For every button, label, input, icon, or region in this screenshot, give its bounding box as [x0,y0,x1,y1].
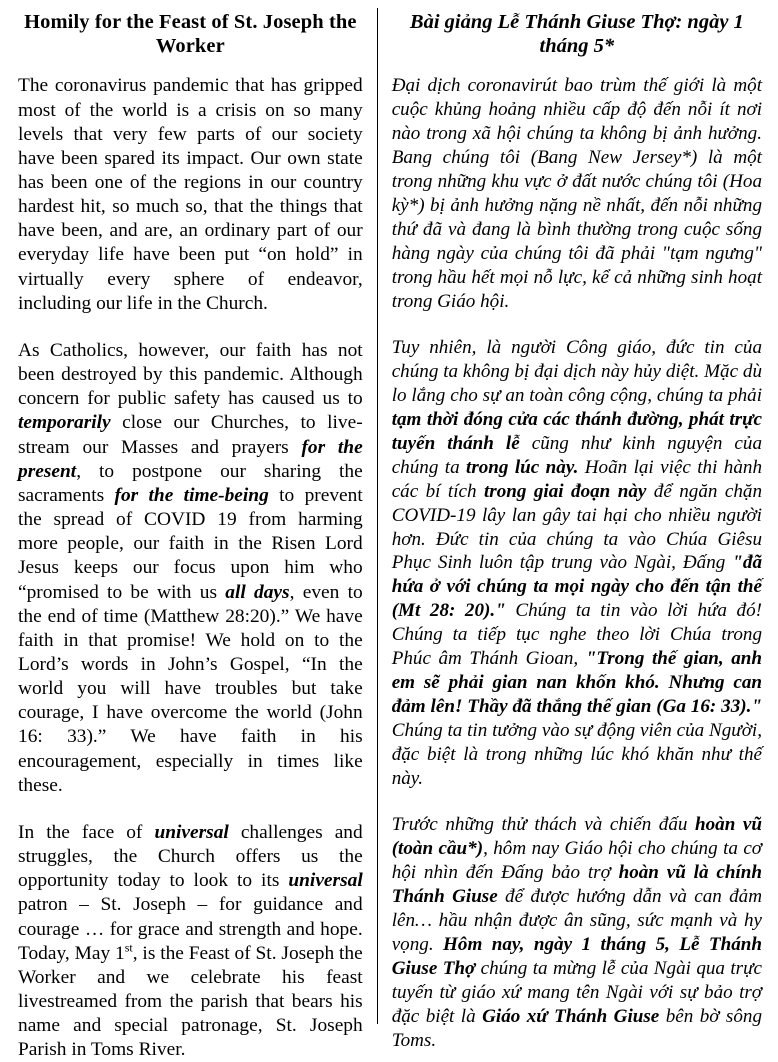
text-run: all days [225,581,290,603]
text-run: , to postpone our sharing the sacraments [18,460,363,506]
text-run: tạm thời đóng cửa các thánh đường, phát trực tuyến thánh lễ [391,408,762,454]
text-run: trong lúc này. [466,456,579,478]
text-run: , is the Feast of St. Joseph the Worker and we celebrate his feast livestreamed from the parish that bears his name and special patronage, St. Joseph Parish in Toms River. [18,942,363,1061]
text-run: The coronavirus pandemic that has gripped most of the world is a crisis on so many levels that very few parts of our society have been spared its impact. Our own state has been one of the regions in our country hardest hit, so much so, that the things that have been, and are, an ordinary part of our everyday life have been put “on hold” in virtually every sphere of endeavor, including our life in the Church. [18,75,363,314]
text-run: Đại dịch coronavirút bao trùm thế giới là một cuộc khủng hoảng nhiều cấp độ đến nỗi ít nơi nào trong xã hội chúng ta không bị ảnh hưởng. Bang chúng tôi (Bang New Jersey*) là một trong những khu vực ở đất nước chúng tôi (Hoa kỳ*) bị ảnh hưởng nặng nề nhất, đến nỗi những thứ đã và đang là bình thường trong cuộc sống hàng ngày của chúng tôi đã phải "tạm ngưng" trong hầu hết mọi nỗ lực, kể cả những sinh hoạt trong Giáo hội. [391,75,762,312]
text-run: temporarily [18,412,111,434]
text-run: patron – St. Joseph – for guidance and courage … for grace and strength and hope. Today, May 1 [18,894,363,964]
text-run: Hôm nay, ngày 1 tháng 5, Lễ Thánh Giuse Thợ [391,933,762,979]
text-run: Tuy nhiên, là người Công giáo, đức tin của chúng ta không bị đại dịch này hủy diệt. Mặc dù lo lắng cho sự an toàn công cộng, chúng ta phải [391,336,762,406]
text-run: "Trong thế gian, anh em sẽ phải gian nan khốn khó. Nhưng can đảm lên! Thầy đã thắng thế gian (Ga 16: 33)." [391,648,762,718]
text-run: Chúng ta tin tưởng vào sự động viên của Người, đặc biệt là trong những lúc khó khăn như thế này. [391,720,762,790]
text-run: challenges and struggles, the Church offers us the opportunity today to look to its [18,821,363,892]
two-column-layout [10,8,768,1061]
text-run: universal [288,870,363,892]
text-run: to prevent the spread of COVID 19 from harming more people, our faith in the Risen Lord Jesus keeps our focus upon him who “promised to be with us [18,484,363,603]
paragraph [392,336,762,791]
text-run: Trước những thử thách và chiến đấu [391,814,695,836]
text-run: for the time-being [114,484,269,506]
vietnamese-title: Bài giảng Lễ Thánh Giuse Thợ: ngày 1 tháng 5* [409,11,744,58]
text-run: để được hướng dẫn và can đảm lên… hầu nhận được ân sũng, sức mạnh và hy vọng. [391,885,762,955]
text-run: Hoãn lại việc thi hành các bí tích [391,456,762,502]
text-run: , hôm nay Giáo hội cho chúng ta cơ hội nhìn đến Đấng bảo trợ [391,837,763,883]
text-run: As Catholics, however, our faith has not been destroyed by this pandemic. Although concern for public safety has caused us to [18,339,363,410]
english-title: Homily for the Feast of St. Joseph the Worker [24,11,357,58]
text-run: chúng ta mừng lễ của Ngài qua trực tuyến từ giáo xứ mang tên Ngài với sự bảo trợ đặc biệt là [391,957,762,1027]
english-column [10,8,377,1061]
vietnamese-column [378,8,768,1051]
text-run: In the face of [18,821,155,843]
english-body [18,74,363,1062]
paragraph [18,821,363,1062]
text-run: hoàn vũ là chính Thánh Giuse [391,861,762,907]
vietnamese-body [392,74,762,1052]
text-run: để ngăn chặn COVID-19 lây lan gây tai hại cho nhiều người hơn. Đức tin của chúng ta vào Chúa Giêsu Phục Sinh luôn tập trung vào Ngài, Đấng [391,480,762,574]
text-run: universal [154,821,229,843]
text-run: cũng như kinh nguyện của chúng ta [391,432,762,478]
text-run: bên bờ sông Toms. [391,1005,763,1051]
paragraph [18,339,363,798]
text-run: Chúng ta tin vào lời hứa đó! Chúng ta tiếp tục nghe theo lời Chúa trong Phúc âm Thánh Gioan, [391,600,762,670]
text-run: Giáo xứ Thánh Giuse [482,1005,660,1027]
text-run: hoàn vũ (toàn cầu*) [391,814,762,859]
text-run: , even to the end of time (Matthew 28:20).” We have faith in that promise! We hold on to the Lord’s words in John’s Gospel, “In the world you will have troubles but take courage, I have overcome the world (John 16: 33).” We have faith in his encouragement, especially in times like these. [18,581,363,796]
paragraph [392,813,762,1053]
text-run: st [124,940,133,955]
text-run: close our Churches, to live-stream our Masses and prayers [18,412,363,458]
paragraph [18,74,363,316]
text-run: trong giai đoạn này [484,480,647,502]
paragraph [392,74,762,314]
text-run: for the present [18,436,363,482]
text-run: "đã hứa ở với chúng ta mọi ngày cho đến tận thế (Mt 28: 20)." [391,552,762,622]
